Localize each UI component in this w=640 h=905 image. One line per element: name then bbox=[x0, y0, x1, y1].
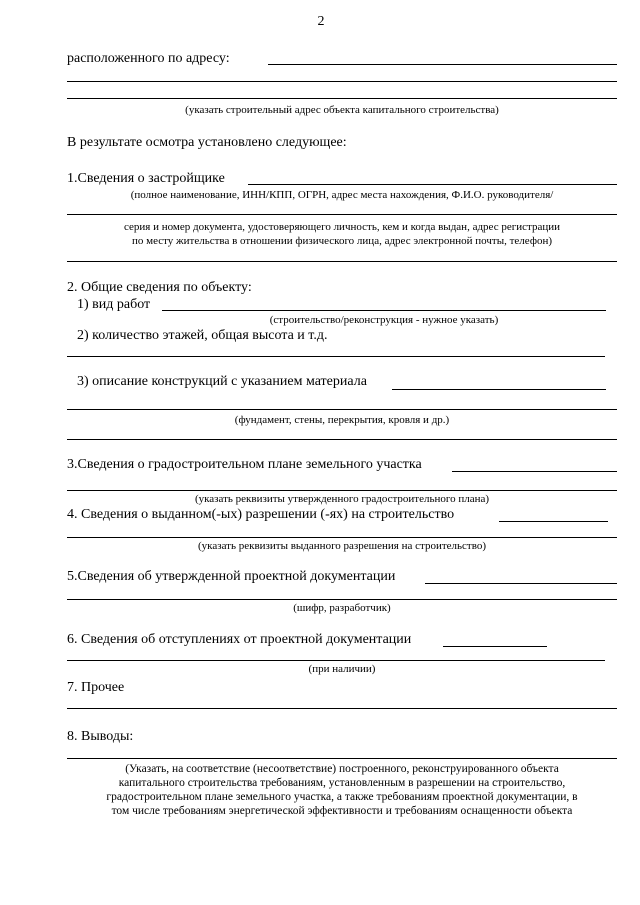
section5-line-1[interactable] bbox=[425, 583, 617, 584]
section6-hint: (при наличии) bbox=[308, 663, 376, 675]
floors-height-line[interactable] bbox=[67, 356, 605, 357]
section3-title: 3.Сведения о градостроительном плане земельного участка bbox=[67, 457, 422, 472]
section2-title: 2. Общие сведения по объекту: bbox=[67, 280, 252, 295]
conclusion-hint-4: том числе требованиям энергетической эффективности и требованиям оснащенности объекта bbox=[111, 805, 573, 817]
construction-description-line-1[interactable] bbox=[392, 389, 606, 390]
section4-line-2[interactable] bbox=[67, 537, 617, 538]
conclusion-hint-1: (Указать, на соответствие (несоответствие) построенного, реконструированного объекта bbox=[125, 763, 559, 775]
section3-line-2[interactable] bbox=[67, 490, 617, 491]
construction-description-line-3[interactable] bbox=[67, 439, 617, 440]
section1-line-1[interactable] bbox=[248, 184, 617, 185]
section4-hint: (указать реквизиты выданного разрешения на строительство) bbox=[198, 540, 486, 552]
conclusion-hint-3: градостроительном плане земельного участка, а также требованиям проектной документации, в bbox=[106, 791, 578, 803]
section8-line[interactable] bbox=[67, 758, 617, 759]
section1-hint-3: по месту жительства в отношении физического лица, адрес электронной почты, телефон) bbox=[131, 235, 552, 247]
section1-line-3[interactable] bbox=[67, 261, 617, 262]
work-type-label: 1) вид работ bbox=[77, 297, 151, 312]
page-number: 2 bbox=[317, 14, 325, 29]
construction-description-hint: (фундамент, стены, перекрытия, кровля и др.) bbox=[234, 414, 450, 426]
section3-hint: (указать реквизиты утвержденного градостроительного плана) bbox=[194, 493, 490, 505]
section7-line[interactable] bbox=[67, 708, 617, 709]
address-label: расположенного по адресу: bbox=[67, 51, 230, 66]
section3-line-1[interactable] bbox=[452, 471, 617, 472]
section5-hint: (шифр, разработчик) bbox=[293, 602, 391, 614]
section6-line-2[interactable] bbox=[67, 660, 605, 661]
address-line-1[interactable] bbox=[268, 64, 617, 65]
construction-description-label: 3) описание конструкций с указанием материала bbox=[77, 374, 367, 389]
section6-line-1[interactable] bbox=[443, 646, 547, 647]
section6-title: 6. Сведения об отступлениях от проектной документации bbox=[67, 632, 412, 647]
section4-title: 4. Сведения о выданном(-ых) разрешении (-ях) на строительство bbox=[67, 507, 455, 522]
section1-hint-1: (полное наименование, ИНН/КПП, ОГРН, адрес места нахождения, Ф.И.О. руководителя/ bbox=[130, 189, 554, 201]
section8-title: 8. Выводы: bbox=[67, 729, 134, 744]
conclusion-hint-2: капитального строительства требованиям, установленным в разрешении на строительство, bbox=[118, 777, 566, 789]
section5-title: 5.Сведения об утвержденной проектной документации bbox=[67, 569, 396, 584]
section1-hint-2: серия и номер документа, удостоверяющего личность, кем и когда выдан, адрес регистрации bbox=[124, 221, 560, 233]
section1-title: 1.Сведения о застройщике bbox=[67, 171, 225, 186]
address-line-2[interactable] bbox=[67, 81, 617, 82]
section5-line-2[interactable] bbox=[67, 599, 617, 600]
section1-line-2[interactable] bbox=[67, 214, 617, 215]
section7-title: 7. Прочее bbox=[67, 680, 125, 695]
construction-description-line-2[interactable] bbox=[67, 409, 617, 410]
section4-line-1[interactable] bbox=[499, 521, 608, 522]
address-hint: (указать строительный адрес объекта капитального строительства) bbox=[185, 104, 499, 116]
floors-height-label: 2) количество этажей, общая высота и т.д. bbox=[77, 328, 328, 343]
inspection-intro: В результате осмотра установлено следующее: bbox=[67, 135, 347, 150]
address-line-3[interactable] bbox=[67, 98, 617, 99]
work-type-hint: (строительство/реконструкция - нужное указать) bbox=[269, 314, 499, 326]
work-type-line[interactable] bbox=[162, 310, 606, 311]
